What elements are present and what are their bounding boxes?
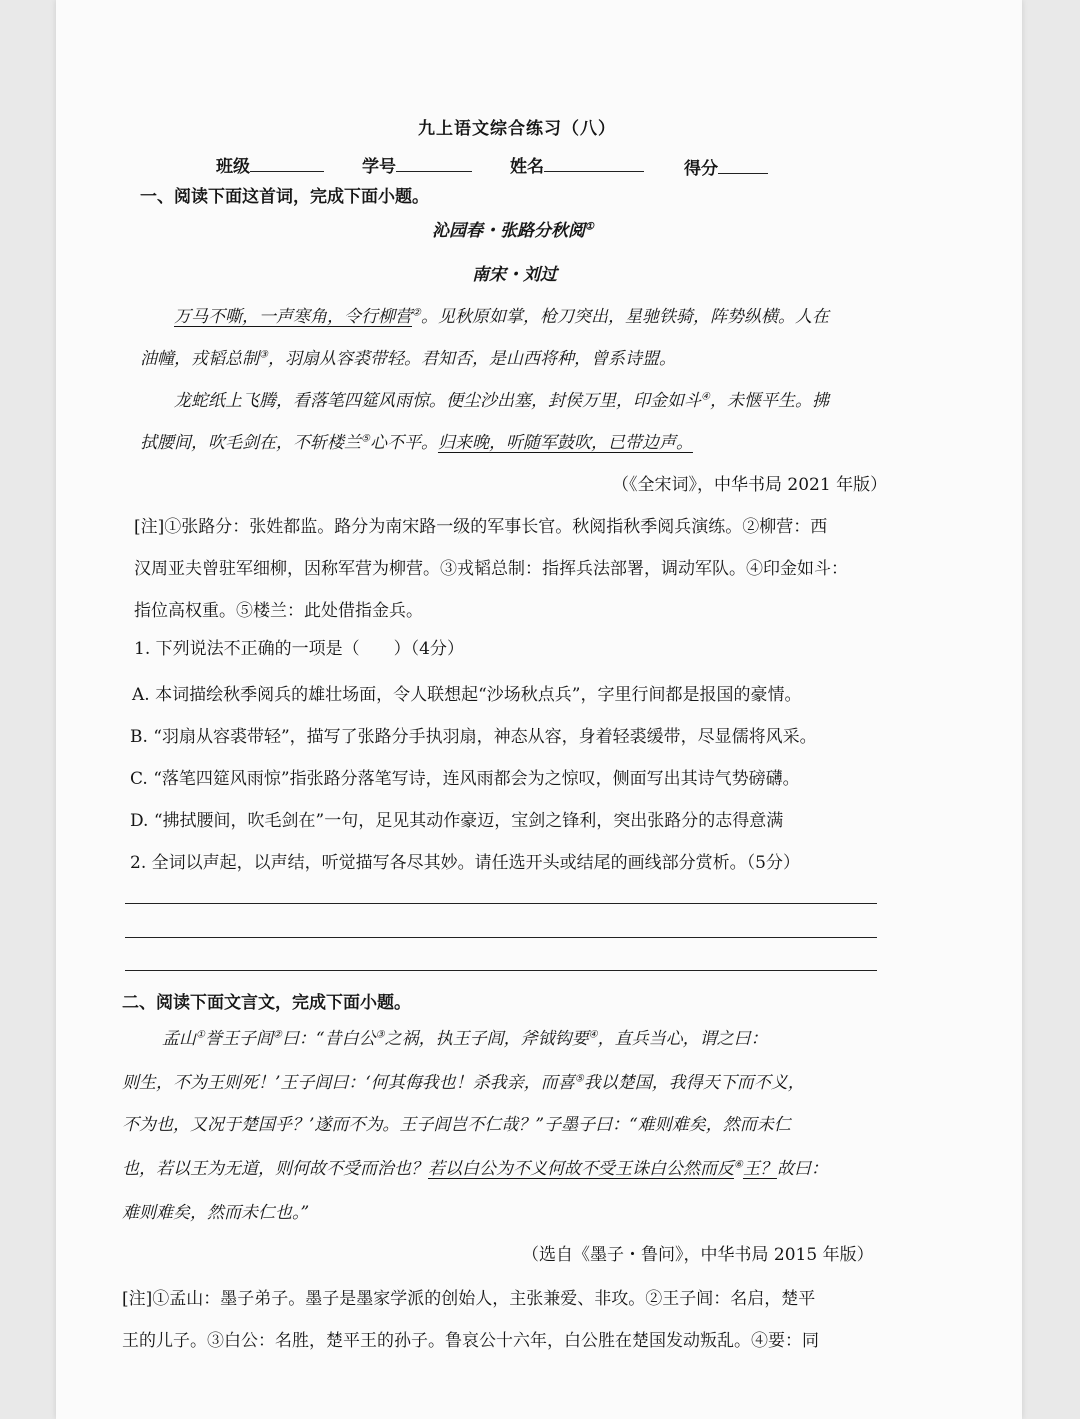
score-field: [684, 154, 768, 179]
prose-text: 孟山: [162, 1029, 196, 1049]
note-mark: ③: [259, 349, 268, 361]
student-id-blank[interactable]: [396, 155, 472, 172]
answer-line[interactable]: [125, 970, 877, 971]
name-blank[interactable]: [544, 155, 644, 172]
note-line: [注]①张路分：张姓都监。路分为南宋路一级的军事长官。秋阅指秋季阅兵演练。②柳营：西: [134, 517, 828, 537]
class-label: 班级: [216, 157, 250, 177]
note-mark: ①: [196, 1029, 205, 1041]
student-id-field: [362, 152, 472, 177]
prose-text: 则生，不为王则死！’王子闾曰：‘何其侮我也！杀我亲，而喜: [122, 1073, 575, 1093]
poem-line: [140, 344, 676, 369]
prose-text: 我以楚国，我得天下而不义，: [583, 1073, 805, 1093]
score-label: 得分: [684, 159, 718, 179]
note-line: 汉周亚夫曾驻军细柳，因称军营为柳营。③戎韬总制：指挥兵法部署，调动军队。④印金如斗：: [134, 559, 848, 579]
option-b[interactable]: B. “羽扇从容裘带轻”，描写了张路分手执羽扇，神态从容，身着轻裘缓带，尽显儒将风采。: [130, 727, 817, 747]
answer-line[interactable]: [125, 903, 877, 904]
note-mark: ④: [701, 391, 710, 403]
note-mark: ⑥: [734, 1159, 743, 1171]
score-blank[interactable]: [718, 157, 768, 174]
note-mark: ⑤: [574, 1073, 584, 1085]
note-line: 指位高权重。⑤楼兰：此处借指金兵。: [134, 601, 423, 621]
prose-text: 之祸，执王子闾，斧钺钩要: [384, 1029, 589, 1049]
prose-line: 不为也，又况于楚国乎？’遂而不为。王子闾岂不仁哉？”子墨子曰：“难则难矣，然而未仁: [122, 1115, 791, 1135]
prose-line: [122, 1154, 828, 1179]
name-label: 姓名: [510, 157, 544, 177]
prose-source: （选自《墨子・鲁问》，中华书局 2015 年版）: [522, 1245, 874, 1265]
option-a[interactable]: A. 本词描绘秋季阅兵的雄壮场面，令人联想起“沙场秋点兵”，字里行间都是报国的豪情。: [132, 685, 802, 705]
poem-text: 油幢，戎韬总制: [140, 349, 259, 369]
prose-line: [122, 1068, 805, 1093]
class-blank[interactable]: [250, 155, 324, 172]
poem-title: [432, 216, 594, 241]
poem-text: 。见秋原如掌，枪刀突出，星驰铁骑，阵势纵横。人在: [420, 307, 829, 327]
note-mark: ②: [412, 307, 421, 319]
poem-text: ，未惬平生。拂: [709, 391, 829, 411]
poem-title-text: 沁园春・张路分秋阅: [432, 221, 585, 241]
prose-text: 誉王子闾: [204, 1029, 273, 1049]
underlined-text: 王？: [742, 1159, 777, 1179]
underlined-text: 归来晚，听随军鼓吹，已带边声。: [437, 433, 693, 453]
underlined-text: 若以白公为不义何故不受王诛白公然而反: [428, 1159, 734, 1179]
note-line: 王的儿子。③白公：名胜，楚平王的孙子。鲁哀公十六年，白公胜在楚国发动叛乱。④要：同: [122, 1331, 819, 1351]
section-1-heading: 一、阅读下面这首词，完成下面小题。: [140, 187, 429, 207]
note-mark: ①: [585, 221, 594, 233]
prose-line: [162, 1024, 768, 1049]
question-1-stem: 1. 下列说法不正确的一项是（ ）（4分）: [134, 639, 464, 659]
poem-text: 拭腰间，吹毛剑在，不斩楼兰: [140, 433, 361, 453]
prose-text: 也，若以王为无道，则何故不受而治也？: [122, 1159, 428, 1179]
poem-text: 龙蛇纸上飞腾，看落笔四筵风雨惊。便尘沙出塞，封侯万里，印金如斗: [174, 391, 701, 411]
student-id-label: 学号: [362, 157, 396, 177]
poem-source: （《全宋词》，中华书局 2021 年版）: [612, 475, 888, 495]
name-field: [510, 152, 644, 177]
poem-author: 南宋・刘过: [472, 265, 557, 285]
poem-line: [174, 302, 829, 327]
note-mark: ③: [375, 1029, 385, 1041]
answer-line[interactable]: [125, 937, 877, 938]
question-2-stem: 2. 全词以声起，以声结，听觉描写各尽其妙。请任选开头或结尾的画线部分赏析。（5分）: [130, 853, 800, 873]
note-line: [注]①孟山：墨子弟子。墨子是墨家学派的创始人，主张兼爱、非攻。②王子闾：名启，楚平: [122, 1289, 816, 1309]
class-field: [216, 152, 324, 177]
prose-text: ，直兵当心，谓之曰：: [597, 1029, 768, 1049]
note-mark: ⑤: [361, 433, 370, 445]
section-2-heading: 二、阅读下面文言文，完成下面小题。: [122, 993, 411, 1013]
option-c[interactable]: C. “落笔四筵风雨惊”指张路分落笔写诗，连风雨都会为之惊叹，侧面写出其诗气势磅礴。: [130, 769, 800, 789]
poem-line: [140, 428, 693, 453]
note-mark: ②: [272, 1029, 282, 1041]
poem-text: 心不平。: [369, 433, 438, 453]
page-title: 九上语文综合练习（八）: [418, 119, 616, 139]
poem-line: [174, 386, 829, 411]
prose-text: 曰：“昔白公: [281, 1029, 376, 1049]
prose-line: 难则难矣，然而未仁也。”: [122, 1203, 310, 1223]
option-d[interactable]: D. “拂拭腰间，吹毛剑在”一句，足见其动作豪迈，宝剑之锋利，突出张路分的志得意满: [130, 811, 784, 831]
underlined-text: 万马不嘶，一声寒角，令行柳营: [174, 307, 412, 327]
poem-text: ，羽扇从容裘带轻。君知否，是山西将种，曾系诗盟。: [267, 349, 676, 369]
prose-text: 故曰：: [776, 1159, 828, 1179]
note-mark: ④: [588, 1029, 598, 1041]
